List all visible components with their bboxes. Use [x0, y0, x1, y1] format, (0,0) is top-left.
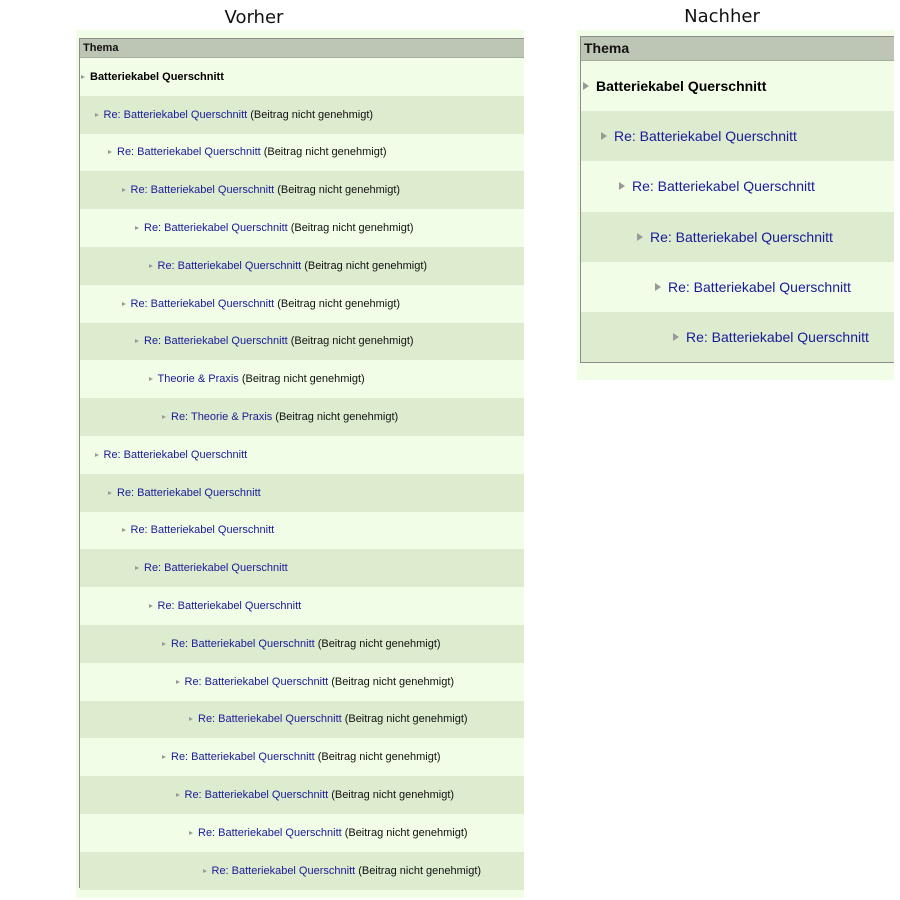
triangle-right-icon[interactable] [176, 793, 180, 797]
thread-row [80, 96, 524, 134]
thread-row [80, 58, 524, 96]
triangle-right-icon[interactable] [122, 302, 126, 306]
reply-link[interactable]: Re: Batteriekabel Querschnitt [171, 637, 315, 650]
triangle-right-icon[interactable] [95, 113, 99, 117]
reply-link[interactable]: Re: Theorie & Praxis [171, 411, 273, 424]
reply-link[interactable]: Re: Batteriekabel Querschnitt [668, 278, 851, 295]
thread-row [80, 625, 524, 663]
reply-link[interactable]: Re: Batteriekabel Querschnitt [103, 108, 248, 121]
reply-link[interactable]: Re: Batteriekabel Querschnitt [144, 222, 288, 235]
thread-row [80, 587, 524, 625]
thread-row [80, 360, 524, 398]
triangle-right-icon[interactable] [189, 831, 193, 835]
triangle-right-icon[interactable] [108, 491, 112, 495]
before-caption: Vorher [224, 7, 284, 28]
before-thread-table [79, 38, 524, 888]
triangle-right-icon[interactable] [122, 188, 126, 192]
reply-link[interactable]: Re: Batteriekabel Querschnitt [171, 751, 315, 764]
thread-row [80, 398, 524, 436]
triangle-right-icon[interactable] [95, 453, 99, 457]
reply-link[interactable]: Re: Batteriekabel Querschnitt [614, 128, 797, 145]
triangle-right-icon[interactable] [135, 339, 139, 343]
triangle-right-icon[interactable] [655, 283, 661, 291]
triangle-right-icon[interactable] [149, 264, 153, 268]
triangle-right-icon[interactable] [189, 717, 193, 721]
triangle-right-icon[interactable] [162, 755, 166, 759]
approval-status: (Beitrag nicht genehmigt) [344, 826, 468, 839]
reply-link[interactable]: Re: Batteriekabel Querschnitt [184, 789, 329, 802]
thread-row [581, 312, 894, 362]
triangle-right-icon[interactable] [601, 132, 607, 140]
triangle-right-icon[interactable] [122, 528, 126, 532]
reply-link[interactable]: Re: Batteriekabel Querschnitt [198, 826, 342, 839]
reply-link[interactable]: Re: Batteriekabel Querschnitt [157, 600, 302, 613]
approval-status: (Beitrag nicht genehmigt) [290, 222, 414, 235]
triangle-right-icon[interactable] [81, 75, 85, 79]
thread-row [80, 436, 524, 474]
after-thread-table [580, 36, 894, 363]
triangle-right-icon[interactable] [619, 182, 625, 190]
thema-column-header: Thema [80, 39, 524, 58]
approval-status: (Beitrag nicht genehmigt) [344, 713, 468, 726]
thema-column-header: Thema [581, 37, 894, 61]
thread-row [80, 285, 524, 323]
reply-link[interactable]: Re: Batteriekabel Querschnitt [686, 329, 869, 346]
thread-row [80, 171, 524, 209]
approval-status: (Beitrag nicht genehmigt) [277, 184, 401, 197]
after-caption: Nachher [684, 6, 760, 27]
approval-status: (Beitrag nicht genehmigt) [250, 108, 374, 121]
reply-link[interactable]: Re: Batteriekabel Querschnitt [632, 178, 815, 195]
reply-link[interactable]: Re: Batteriekabel Querschnitt [103, 448, 248, 461]
thread-row [80, 549, 524, 587]
triangle-right-icon[interactable] [583, 82, 589, 90]
thread-rows [581, 61, 894, 362]
reply-link[interactable]: Theorie & Praxis [157, 373, 239, 386]
reply-link[interactable]: Re: Batteriekabel Querschnitt [144, 562, 288, 575]
thread-row [581, 262, 894, 312]
approval-status: (Beitrag nicht genehmigt) [263, 146, 387, 159]
triangle-right-icon[interactable] [149, 377, 153, 381]
thread-row [80, 663, 524, 701]
triangle-right-icon[interactable] [135, 566, 139, 570]
triangle-right-icon[interactable] [203, 869, 207, 873]
reply-link[interactable]: Re: Batteriekabel Querschnitt [130, 297, 275, 310]
approval-status: (Beitrag nicht genehmigt) [358, 864, 482, 877]
triangle-right-icon[interactable] [108, 150, 112, 154]
thread-row [581, 61, 894, 111]
thread-row [80, 209, 524, 247]
thread-row [581, 212, 894, 262]
thread-row [80, 323, 524, 361]
triangle-right-icon[interactable] [162, 415, 166, 419]
thread-rows [80, 58, 524, 890]
approval-status: (Beitrag nicht genehmigt) [241, 373, 365, 386]
thread-root-title: Batteriekabel Querschnitt [596, 78, 767, 95]
thread-row [80, 247, 524, 285]
approval-status: (Beitrag nicht genehmigt) [331, 675, 455, 688]
triangle-right-icon[interactable] [135, 226, 139, 230]
thread-root-title: Batteriekabel Querschnitt [90, 70, 224, 83]
reply-link[interactable]: Re: Batteriekabel Querschnitt [117, 486, 261, 499]
reply-link[interactable]: Re: Batteriekabel Querschnitt [198, 713, 342, 726]
reply-link[interactable]: Re: Batteriekabel Querschnitt [650, 228, 833, 245]
thread-row [581, 161, 894, 211]
reply-link[interactable]: Re: Batteriekabel Querschnitt [144, 335, 288, 348]
thread-row [80, 701, 524, 739]
reply-link[interactable]: Re: Batteriekabel Querschnitt [184, 675, 329, 688]
triangle-right-icon[interactable] [149, 604, 153, 608]
reply-link[interactable]: Re: Batteriekabel Querschnitt [130, 524, 275, 537]
triangle-right-icon[interactable] [162, 642, 166, 646]
reply-link[interactable]: Re: Batteriekabel Querschnitt [157, 259, 302, 272]
approval-status: (Beitrag nicht genehmigt) [290, 335, 414, 348]
thread-row [581, 111, 894, 161]
thread-row [80, 134, 524, 172]
reply-link[interactable]: Re: Batteriekabel Querschnitt [117, 146, 261, 159]
thread-row [80, 776, 524, 814]
approval-status: (Beitrag nicht genehmigt) [317, 637, 441, 650]
triangle-right-icon[interactable] [637, 233, 643, 241]
approval-status: (Beitrag nicht genehmigt) [331, 789, 455, 802]
thread-row [80, 512, 524, 550]
thread-row [80, 814, 524, 852]
reply-link[interactable]: Re: Batteriekabel Querschnitt [130, 184, 275, 197]
approval-status: (Beitrag nicht genehmigt) [304, 259, 428, 272]
approval-status: (Beitrag nicht genehmigt) [317, 751, 441, 764]
triangle-right-icon[interactable] [673, 333, 679, 341]
triangle-right-icon[interactable] [176, 680, 180, 684]
approval-status: (Beitrag nicht genehmigt) [275, 411, 399, 424]
thread-row [80, 474, 524, 512]
approval-status: (Beitrag nicht genehmigt) [277, 297, 401, 310]
thread-row [80, 852, 524, 890]
thread-row [80, 738, 524, 776]
reply-link[interactable]: Re: Batteriekabel Querschnitt [211, 864, 356, 877]
